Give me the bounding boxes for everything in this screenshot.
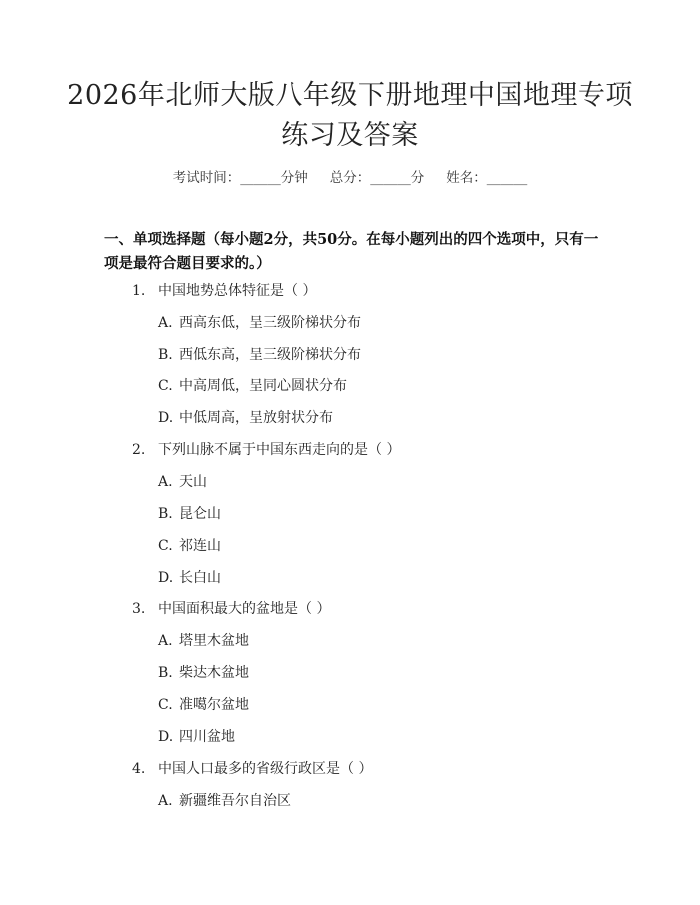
option-text: 柴达木盆地	[179, 665, 249, 681]
option-text: 新疆维吾尔自治区	[179, 793, 291, 809]
option-letter: D.	[158, 570, 174, 586]
question-3-option-c	[158, 695, 249, 715]
option-text: 四川盆地	[179, 729, 235, 745]
exam-info-line	[0, 168, 700, 188]
total-score-field: 总分：______分	[329, 170, 425, 186]
section-heading: 一、单项选择题（每小题2分，共50分。在每小题列出的四个选项中，只有一项是最符合题目要求的。）	[104, 231, 599, 272]
question-3	[132, 599, 330, 619]
question-stem: 下列山脉不属于中国东西走向的是（ ）	[158, 442, 401, 458]
question-3-option-d	[158, 727, 235, 747]
option-letter: A.	[158, 315, 173, 331]
question-3-option-b	[158, 663, 249, 683]
option-text: 祁连山	[179, 538, 221, 554]
option-text: 西高东低，呈三级阶梯状分布	[179, 315, 361, 331]
question-2-option-a	[158, 472, 207, 492]
option-letter: A.	[158, 793, 173, 809]
question-2	[132, 440, 400, 460]
option-letter: A.	[158, 474, 173, 490]
question-stem: 中国人口最多的省级行政区是（ ）	[158, 761, 373, 777]
exam-time-field: 考试时间：______分钟	[172, 170, 308, 186]
question-1-option-d	[158, 408, 333, 428]
question-stem: 中国地势总体特征是（ ）	[158, 283, 317, 299]
question-number: 1.	[132, 283, 146, 299]
student-name-field: 姓名：______	[446, 170, 528, 186]
question-2-option-c	[158, 536, 221, 556]
question-1	[132, 281, 316, 301]
option-letter: D.	[158, 410, 174, 426]
question-4-option-a	[158, 791, 291, 811]
option-letter: C.	[158, 378, 173, 394]
question-3-option-a	[158, 631, 249, 651]
option-text: 西低东高，呈三级阶梯状分布	[179, 347, 361, 363]
option-letter: A.	[158, 633, 173, 649]
option-text: 塔里木盆地	[179, 633, 249, 649]
question-1-option-c	[158, 376, 347, 396]
question-number: 4.	[132, 761, 146, 777]
question-2-option-d	[158, 568, 221, 588]
question-number: 2.	[132, 442, 146, 458]
document-title: 2026年北师大版八年级下册地理中国地理专项练习及答案	[67, 80, 633, 151]
option-text: 中高周低，呈同心圆状分布	[179, 378, 347, 394]
option-text: 天山	[179, 474, 207, 490]
option-letter: C.	[158, 697, 173, 713]
option-text: 昆仑山	[179, 506, 221, 522]
question-1-option-b	[158, 345, 361, 365]
question-2-option-b	[158, 504, 221, 524]
option-letter: C.	[158, 538, 173, 554]
question-4	[132, 759, 372, 779]
option-letter: B.	[158, 665, 173, 681]
option-letter: B.	[158, 506, 173, 522]
question-number: 3.	[132, 601, 146, 617]
option-letter: B.	[158, 347, 173, 363]
option-letter: D.	[158, 729, 174, 745]
question-stem: 中国面积最大的盆地是（ ）	[158, 601, 331, 617]
question-1-option-a	[158, 313, 361, 333]
option-text: 中低周高，呈放射状分布	[179, 410, 333, 426]
option-text: 长白山	[179, 570, 221, 586]
option-text: 准噶尔盆地	[179, 697, 249, 713]
